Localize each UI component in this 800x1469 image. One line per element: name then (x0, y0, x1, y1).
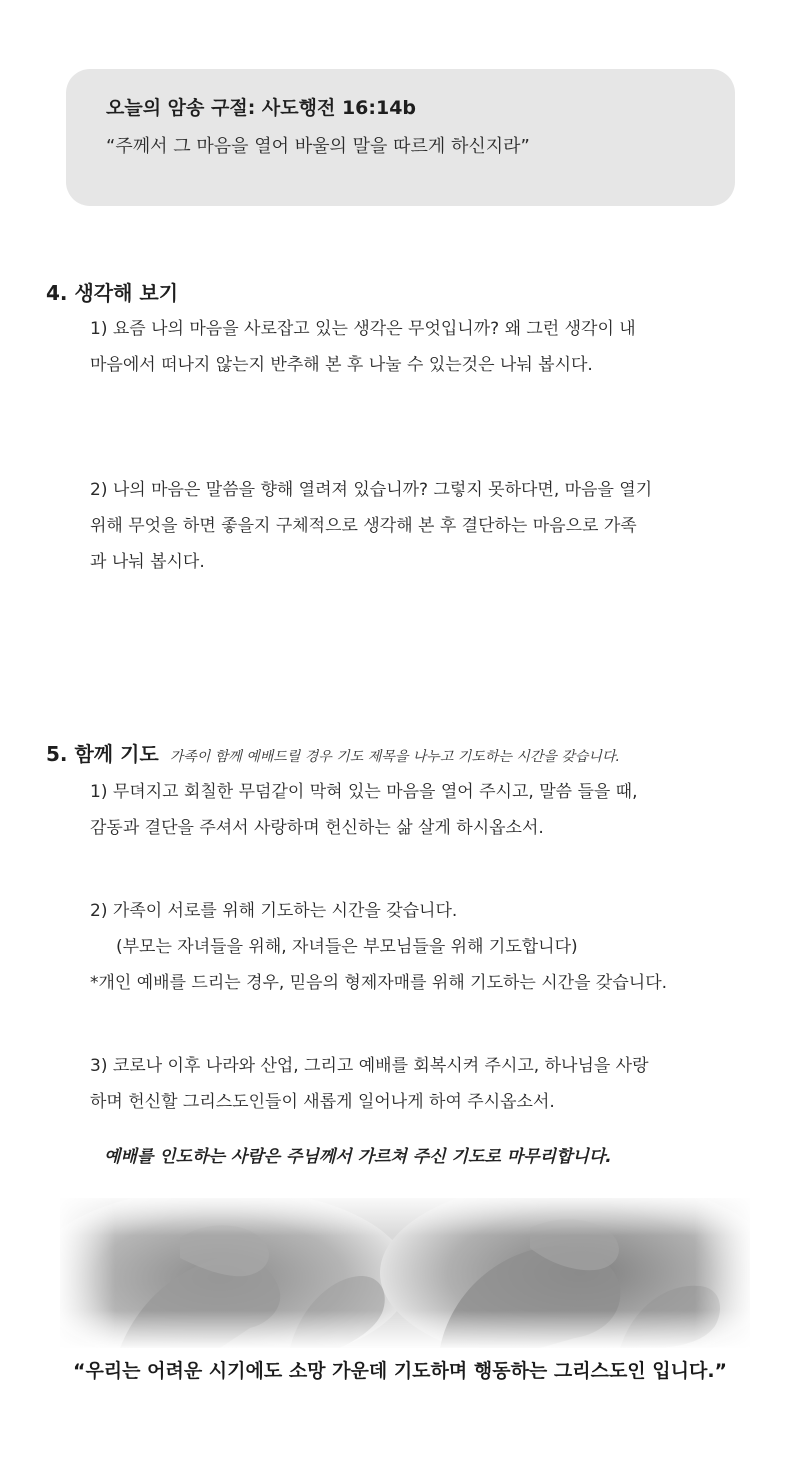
prayer-2-line: *개인 예배를 드리는 경우, 믿음의 형제자매를 위해 기도하는 시간을 갖습니다. (90, 973, 668, 993)
prayer-3-line: 하며 헌신할 그리스도인들이 새롭게 일어나게 하여 주시옵소서. (90, 1092, 555, 1112)
prayer-item-3 (90, 1048, 770, 1120)
reflection-question-2 (90, 472, 770, 580)
reflection-q2-line: 과 나눠 봅시다. (90, 552, 205, 572)
section-5-title (46, 738, 620, 767)
reflection-q2-line: 위해 무엇을 하면 좋을지 구체적으로 생각해 본 후 결단하는 마음으로 가족 (90, 516, 637, 536)
prayer-2-line: 2) 가족이 서로를 위해 기도하는 시간을 갖습니다. (90, 901, 458, 921)
section-4-title: 4. 생각해 보기 (46, 281, 179, 305)
reflection-q1-line: 마음에서 떠나지 않는지 반추해 본 후 나눌 수 있는것은 나눠 봅시다. (90, 355, 593, 375)
memory-verse-quote: “주께서 그 마음을 열어 바울의 말을 따르게 하신지라” (106, 136, 530, 157)
closing-quote: “우리는 어려운 시기에도 소망 가운데 기도하며 행동하는 그리스도인 입니다.” (72, 1360, 728, 1382)
prayer-item-2 (90, 893, 770, 1001)
reflection-question-1 (90, 311, 770, 383)
section-5-note: 가족이 함께 예배드릴 경우 기도 제목을 나누고 기도하는 시간을 갖습니다. (169, 749, 620, 765)
praying-hands-image (60, 1198, 750, 1348)
memory-verse-title: 오늘의 암송 구절: 사도행전 16:14b (106, 97, 417, 119)
reflection-q2-line: 2) 나의 마음은 말씀을 향해 열려져 있습니까? 그렇지 못하다면, 마음을 열기 (90, 480, 653, 500)
prayer-2-line: (부모는 자녀들을 위해, 자녀들은 부모님들을 위해 기도합니다) (116, 937, 578, 957)
memory-verse-box (66, 69, 735, 206)
reflection-q1-line: 1) 요즘 나의 마음을 사로잡고 있는 생각은 무엇입니까? 왜 그런 생각이 내 (90, 319, 636, 339)
prayer-item-1 (90, 774, 770, 846)
closing-instruction: 예배를 인도하는 사람은 주님께서 가르쳐 주신 기도로 마무리합니다. (104, 1147, 612, 1167)
prayer-1-line: 1) 무뎌지고 회칠한 무덤같이 막혀 있는 마음을 열어 주시고, 말씀 들을 때, (90, 782, 638, 802)
prayer-1-line: 감동과 결단을 주셔서 사랑하며 헌신하는 삶 살게 하시옵소서. (90, 818, 544, 838)
prayer-3-line: 3) 코로나 이후 나라와 산업, 그리고 예배를 회복시켜 주시고, 하나님을 사랑 (90, 1056, 649, 1076)
section-5-heading: 5. 함께 기도 (46, 742, 159, 766)
